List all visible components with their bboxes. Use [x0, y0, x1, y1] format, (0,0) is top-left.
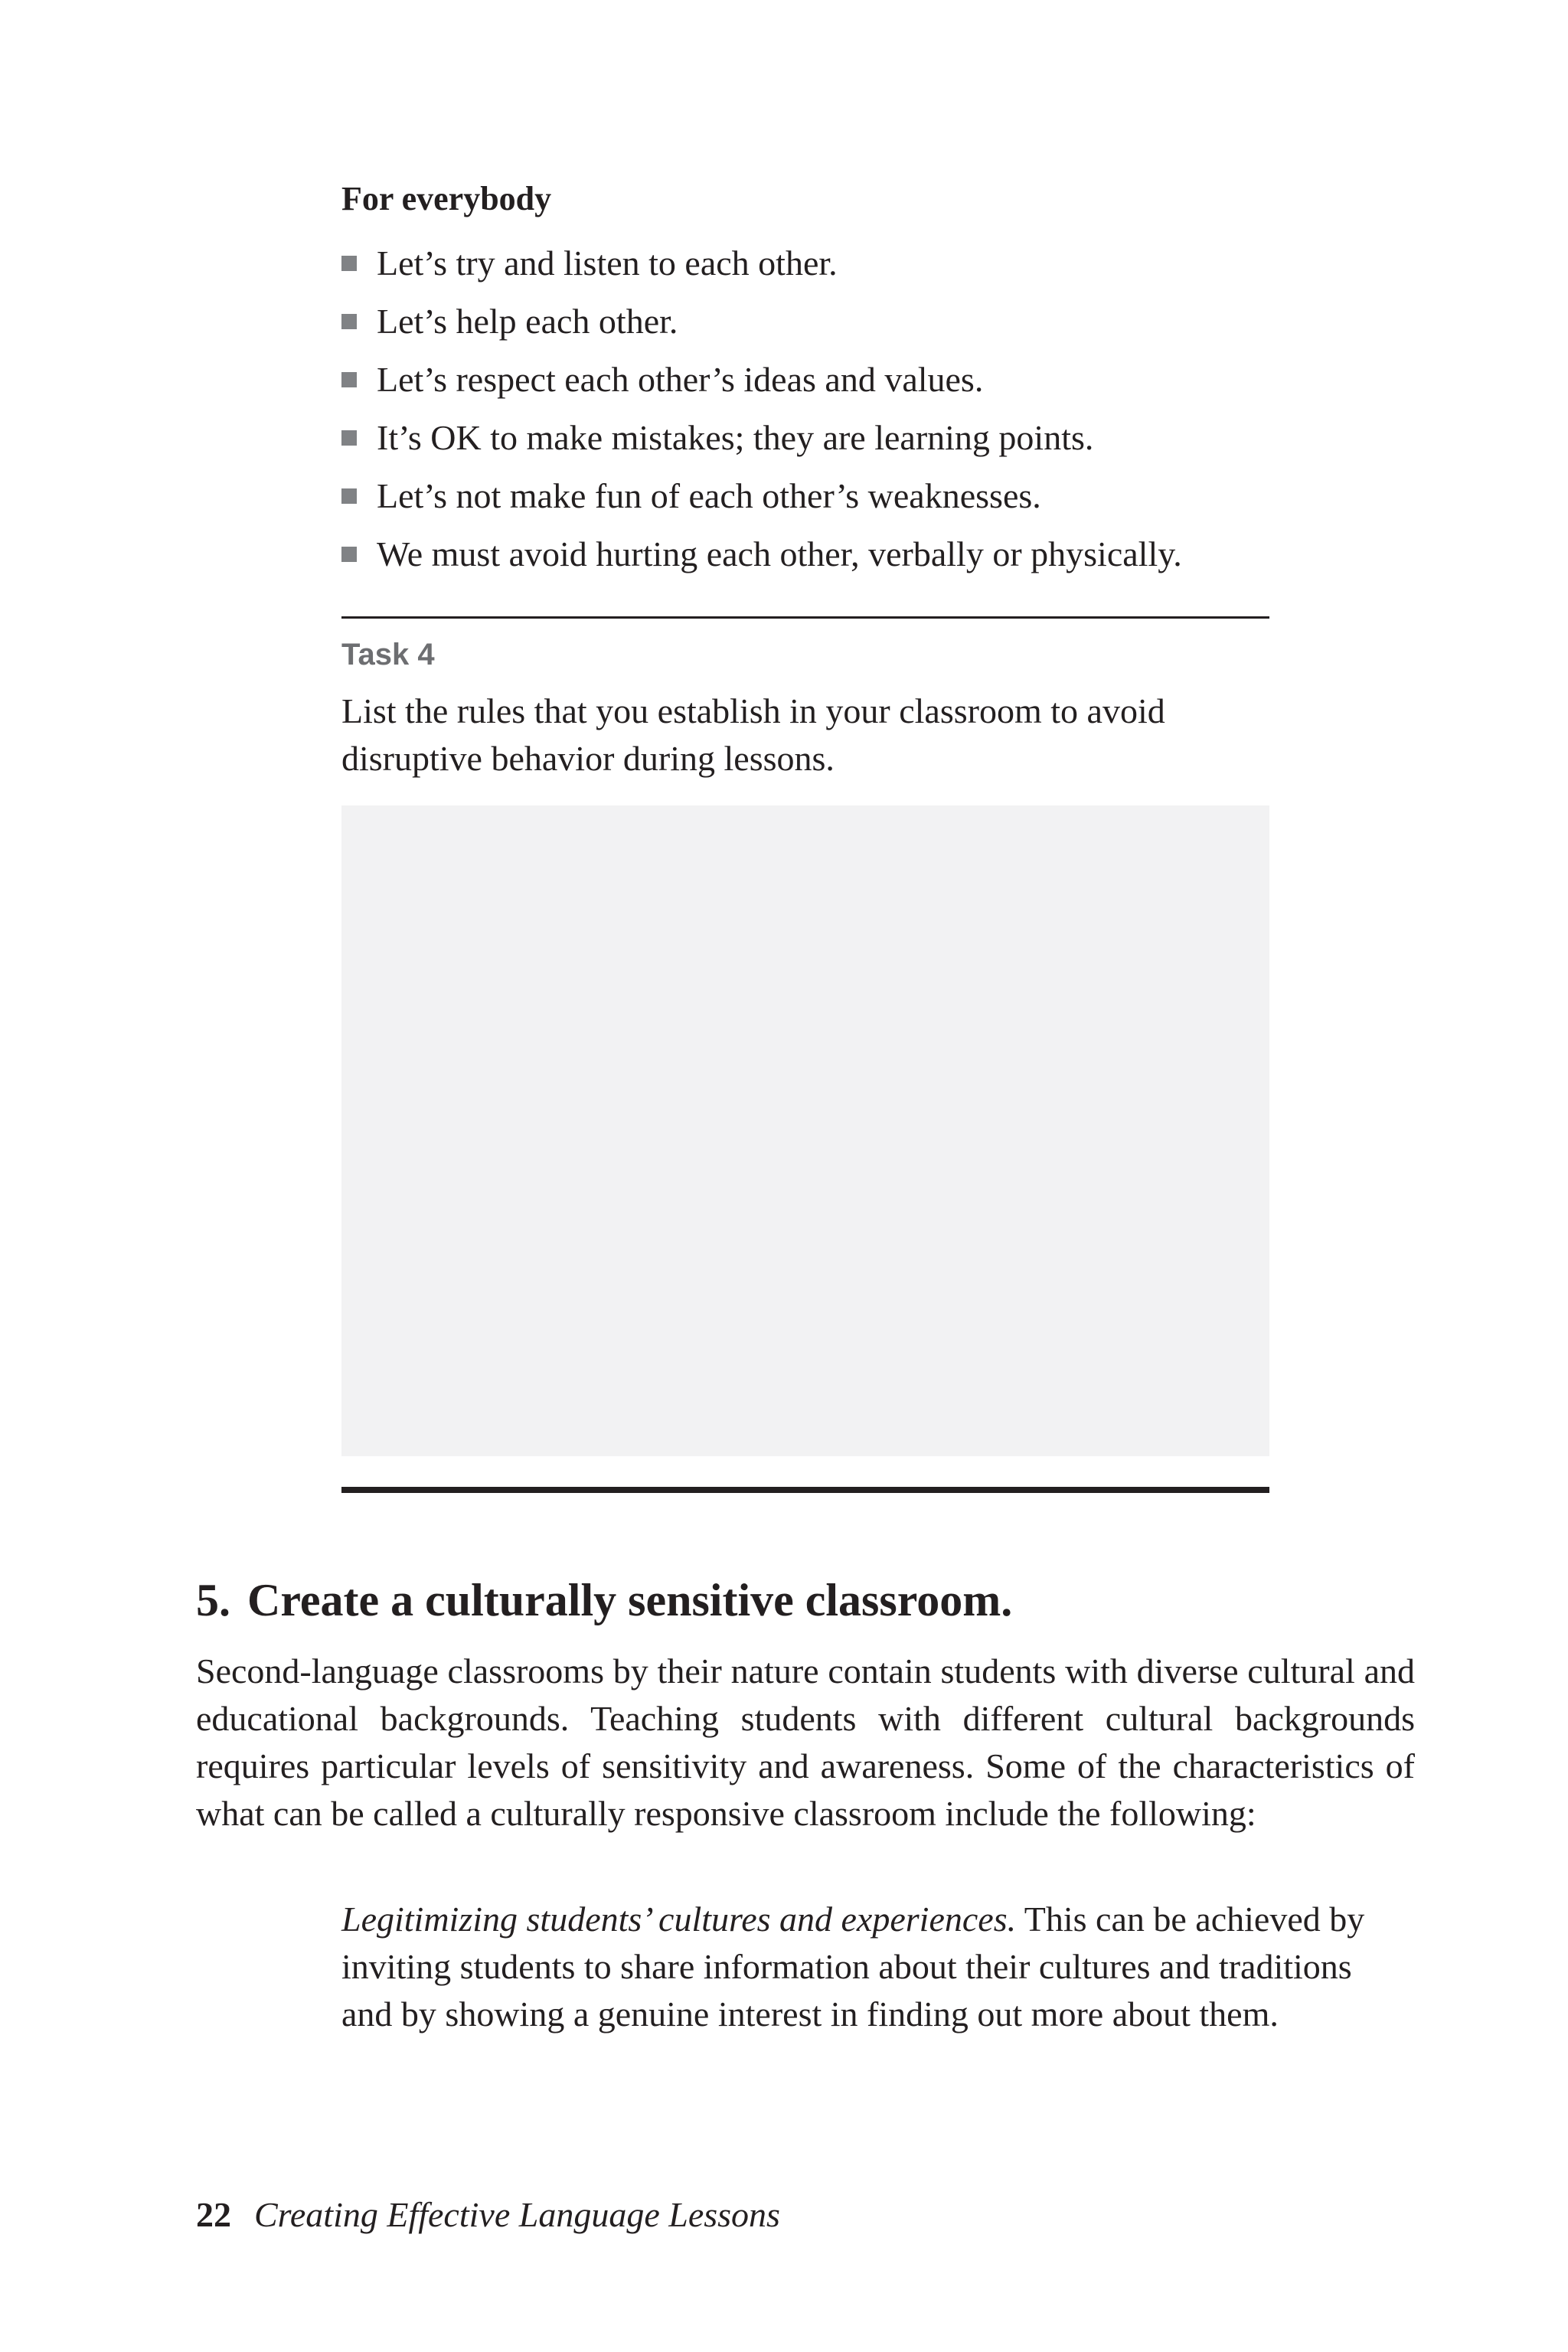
- task-top-divider: [341, 616, 1269, 619]
- rule-text: Let’s help each other.: [377, 302, 678, 341]
- list-item: [341, 409, 1182, 467]
- rule-text: Let’s respect each other’s ideas and values.: [377, 360, 984, 399]
- list-item: [341, 292, 1182, 351]
- square-bullet-icon: [341, 430, 357, 446]
- task-bottom-divider: [341, 1487, 1269, 1493]
- list-item: [341, 525, 1182, 583]
- page-number: 22: [196, 2195, 231, 2234]
- task-label: Task 4: [341, 638, 435, 671]
- indented-italic-lead: Legitimizing students’ cultures and experiences.: [341, 1900, 1017, 1939]
- square-bullet-icon: [341, 488, 357, 504]
- task-instructions: List the rules that you establish in your classroom to avoid disruptive behavior during lessons.: [341, 691, 1165, 778]
- rule-text: It’s OK to make mistakes; they are learning points.: [377, 418, 1094, 457]
- square-bullet-icon: [341, 372, 357, 387]
- task-answer-area: [341, 805, 1269, 1456]
- section-number: 5.: [196, 1575, 230, 1625]
- page-footer: [196, 2191, 780, 2239]
- square-bullet-icon: [341, 547, 357, 562]
- rule-text: We must avoid hurting each other, verbally or physically.: [377, 534, 1182, 573]
- list-item: [341, 351, 1182, 409]
- list-item: [341, 467, 1182, 525]
- rule-text: Let’s try and listen to each other.: [377, 243, 838, 283]
- section-heading: [196, 1570, 1012, 1631]
- square-bullet-icon: [341, 314, 357, 329]
- indented-body-text: This can be achieved by inviting students to share information about their cultures and traditions and by showing a genuine interest in finding out more about them.: [341, 1900, 1365, 2034]
- square-bullet-icon: [341, 256, 357, 271]
- list-item: [341, 234, 1182, 292]
- indented-paragraph: [341, 1896, 1398, 2038]
- book-title: Creating Effective Language Lessons: [254, 2195, 780, 2234]
- rule-text: Let’s not make fun of each other’s weaknesses.: [377, 476, 1041, 515]
- section-title: Create a culturally sensitive classroom.: [247, 1575, 1013, 1625]
- for-everybody-heading: For everybody: [341, 180, 552, 217]
- classroom-rules-list: [341, 234, 1182, 583]
- section-body-paragraph: Second-language classrooms by their nature contain students with diverse cultural and educational backgrounds. Teaching students with different cultural backgrounds requires particular levels of sensitivity and awareness. Some of the characteristics of what can be called a culturally responsive classroom include the following:: [196, 1651, 1415, 1833]
